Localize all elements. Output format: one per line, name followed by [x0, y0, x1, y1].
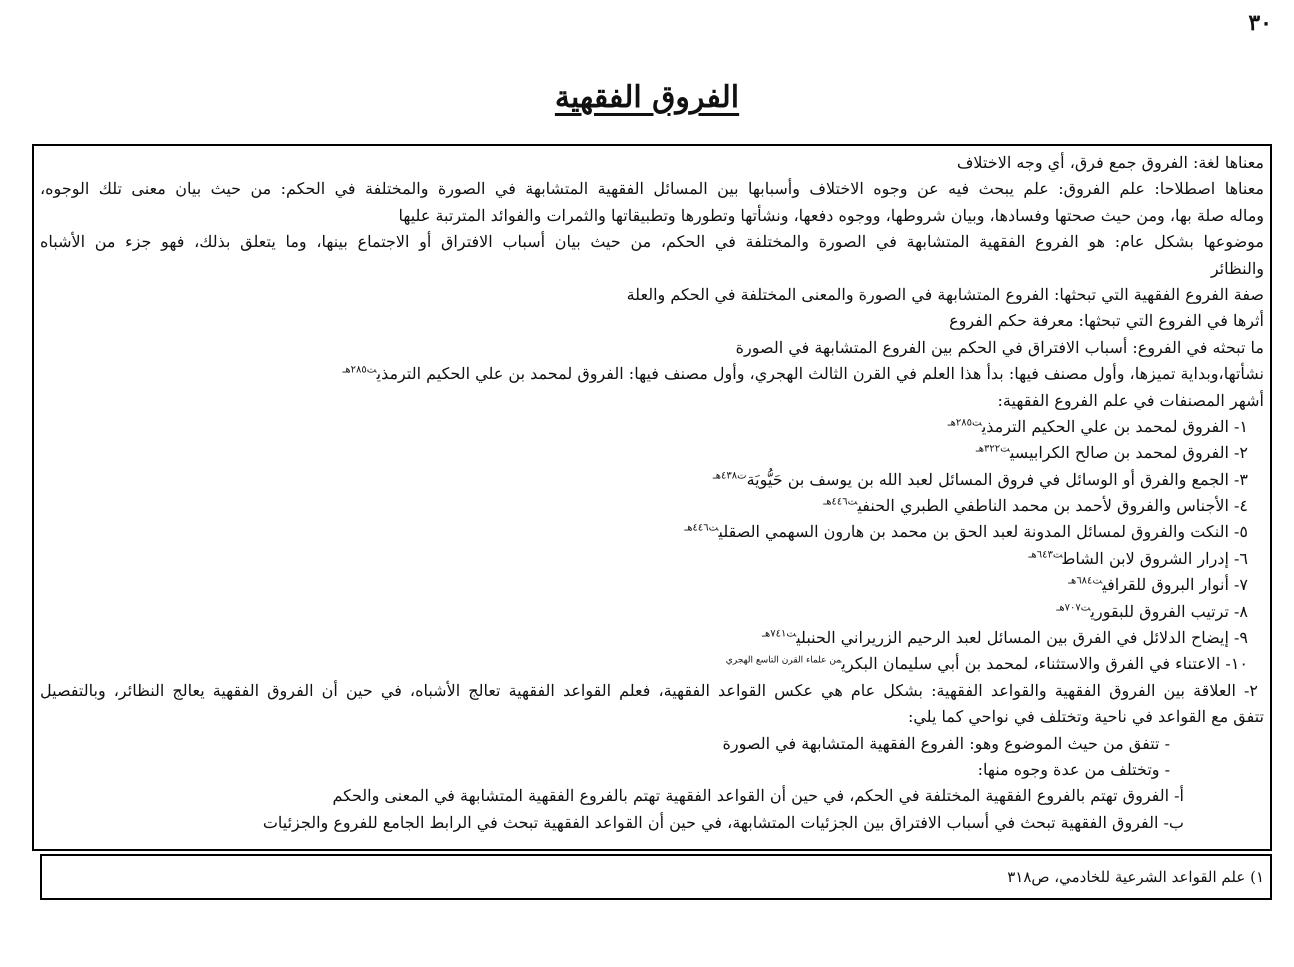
footnote-box	[40, 854, 1272, 900]
death-date-note: ت٧٤١هـ	[762, 628, 797, 640]
line-text: ٦- إدرار الشروق لابن الشاط	[1062, 548, 1248, 568]
line-text: ٤- الأجناس والفروق لأحمد بن محمد الناطفي الطبري الحنفي	[857, 496, 1248, 516]
line-text: ٩- إيضاح الدلائل في الفرق بين المسائل لعبد الرحيم الزريراني الحنبلي	[796, 628, 1248, 648]
line-text: موضوعها بشكل عام: هو الفروع الفقهية المتشابهة في الصورة والمختلفة في الحكم، من حيث بيان أسباب الافتراق أو الاجتماع بينها، وما يتعلق بذلك، فهو جزء من الأشباه	[40, 232, 1264, 252]
list-item	[40, 519, 1264, 545]
line-text: صفة الفروع الفقهية التي تبحثها: الفروع المتشابهة في الصورة والمعنى المختلفة في الحكم والعلة	[626, 284, 1264, 304]
text-line	[40, 308, 1264, 334]
line-text: ٨- ترتيب الفروق للبقوري	[1090, 601, 1248, 621]
text-line	[40, 282, 1264, 308]
footnote-text: ١) علم القواعد الشرعية للخادمي، ص٣١٨	[1007, 868, 1264, 886]
list-item	[40, 599, 1264, 625]
line-text: - تتفق من حيث الموضوع وهو: الفروع الفقهية المتشابهة في الصورة	[722, 733, 1170, 753]
death-date-note: ت٦٨٤هـ	[1068, 575, 1103, 587]
line-text: ١- الفروق لمحمد بن علي الحكيم الترمذي	[981, 416, 1248, 436]
line-text: والنظائر	[1210, 258, 1264, 278]
text-line	[40, 150, 1264, 176]
list-item	[40, 414, 1264, 440]
line-text: ١٠- الاعتناء في الفرق والاستثناء، لمحمد بن أبي سليمان البكري	[841, 654, 1248, 674]
list-item	[40, 546, 1264, 572]
line-text: ٢- الفروق لمحمد بن صالح الكرابيسي	[1009, 443, 1248, 463]
line-text: نشأتها،وبداية تميزها، وأول مصنف فيها: بدأ هذا العلم في القرن الثالث الهجري، وأول مصنف فيها: الفروق لمحمد بن علي الحكيم الترمذي	[376, 364, 1264, 384]
line-text: ٢- العلاقة بين الفروق الفقهية والقواعد الفقهية: بشكل عام هي عكس القواعد الفقهية، فعلم القواعد الفقهية تعالج الأشباه، في حين أن الفروق الفقهية يعالج النظائر، وبالتفصيل	[40, 680, 1258, 700]
list-item	[40, 810, 1264, 836]
death-date-note: ت٦٤٣هـ	[1028, 549, 1063, 561]
list-item	[40, 493, 1264, 519]
list-item	[40, 467, 1264, 493]
list-item	[40, 625, 1264, 651]
line-text: ٧- أنوار البروق للقرافي	[1102, 575, 1248, 595]
page-title: الفروق الفقهية	[554, 80, 740, 115]
text-line	[40, 335, 1264, 361]
list-item	[40, 783, 1264, 809]
line-text: معناها اصطلاحا: علم الفروق: علم يبحث فيه عن وجوه الاختلاف وأسبابها بين المسائل الفقهية المتشابهة في الصورة والمختلفة في الحكم: من حيث بيان معنى تلك الوجوه،	[40, 179, 1264, 199]
list-item	[40, 440, 1264, 466]
death-date-note: ت٢٨٥هـ	[947, 417, 982, 429]
text-line	[40, 176, 1264, 202]
line-text: أثرها في الفروع التي تبحثها: معرفة حكم الفروع	[949, 311, 1264, 331]
text-line	[40, 256, 1264, 282]
list-item	[40, 757, 1264, 783]
line-text: أ- الفروق تهتم بالفروع الفقهية المختلفة في الحكم، في حين أن القواعد الفقهية تهتم بالفروع الفقهية المتشابهة في المعنى والحكم	[332, 786, 1184, 806]
content-box	[32, 144, 1272, 851]
text-line	[40, 229, 1264, 255]
death-date-note: ت٣٢٢هـ	[975, 443, 1010, 455]
death-date-note: ت٤٣٨هـ	[712, 470, 747, 482]
line-text: تتفق مع القواعد في ناحية وتختلف في نواحي كما يلي:	[907, 707, 1264, 727]
text-line	[40, 704, 1264, 730]
line-text: ٥- النكت والفروق لمسائل المدونة لعبد الحق بن محمد بن هارون السهمي الصقلي	[718, 522, 1248, 542]
text-line	[40, 361, 1264, 387]
text-line	[40, 678, 1264, 704]
text-line	[40, 388, 1264, 414]
death-date-note: ت٧٠٧هـ	[1056, 602, 1091, 614]
death-date-note: ت٢٨٥هـ	[342, 364, 377, 376]
era-note: من علماء القرن التاسع الهجري	[725, 656, 842, 667]
line-text: ٣- الجمع والفرق أو الوسائل في فروق المسائل لعبد الله بن يوسف بن حَيُّويَة	[746, 469, 1248, 489]
list-item	[40, 731, 1264, 757]
list-item	[40, 651, 1264, 677]
page-number: ٣٠	[1248, 10, 1272, 36]
line-text: ب- الفروق الفقهية تبحث في أسباب الافتراق بين الجزئيات المتشابهة، في حين أن القواعد الفقهية تبحث في الرابط الجامع للفروع والجزئيات	[262, 812, 1184, 832]
line-text: وماله صلة بها، ومن حيث صحتها وفسادها، وبيان شروطها، ووجوه دفعها، ونشأتها وتطورها وتطبيقاتها والثمرات والفوائد المترتبة عليها	[398, 205, 1264, 225]
death-date-note: ت٤٤٦هـ	[684, 523, 719, 535]
line-text: معناها لغة: الفروق جمع فرق، أي وجه الاختلاف	[956, 153, 1264, 172]
line-text: - وتختلف من عدة وجوه منها:	[977, 759, 1170, 779]
text-line	[40, 203, 1264, 229]
list-item	[40, 572, 1264, 598]
line-text: ما تبحثه في الفروع: أسباب الافتراق في الحكم بين الفروع المتشابهة في الصورة	[735, 337, 1264, 357]
death-date-note: ت٤٤٦هـ	[823, 496, 858, 508]
line-text: أشهر المصنفات في علم الفروع الفقهية:	[997, 390, 1264, 410]
